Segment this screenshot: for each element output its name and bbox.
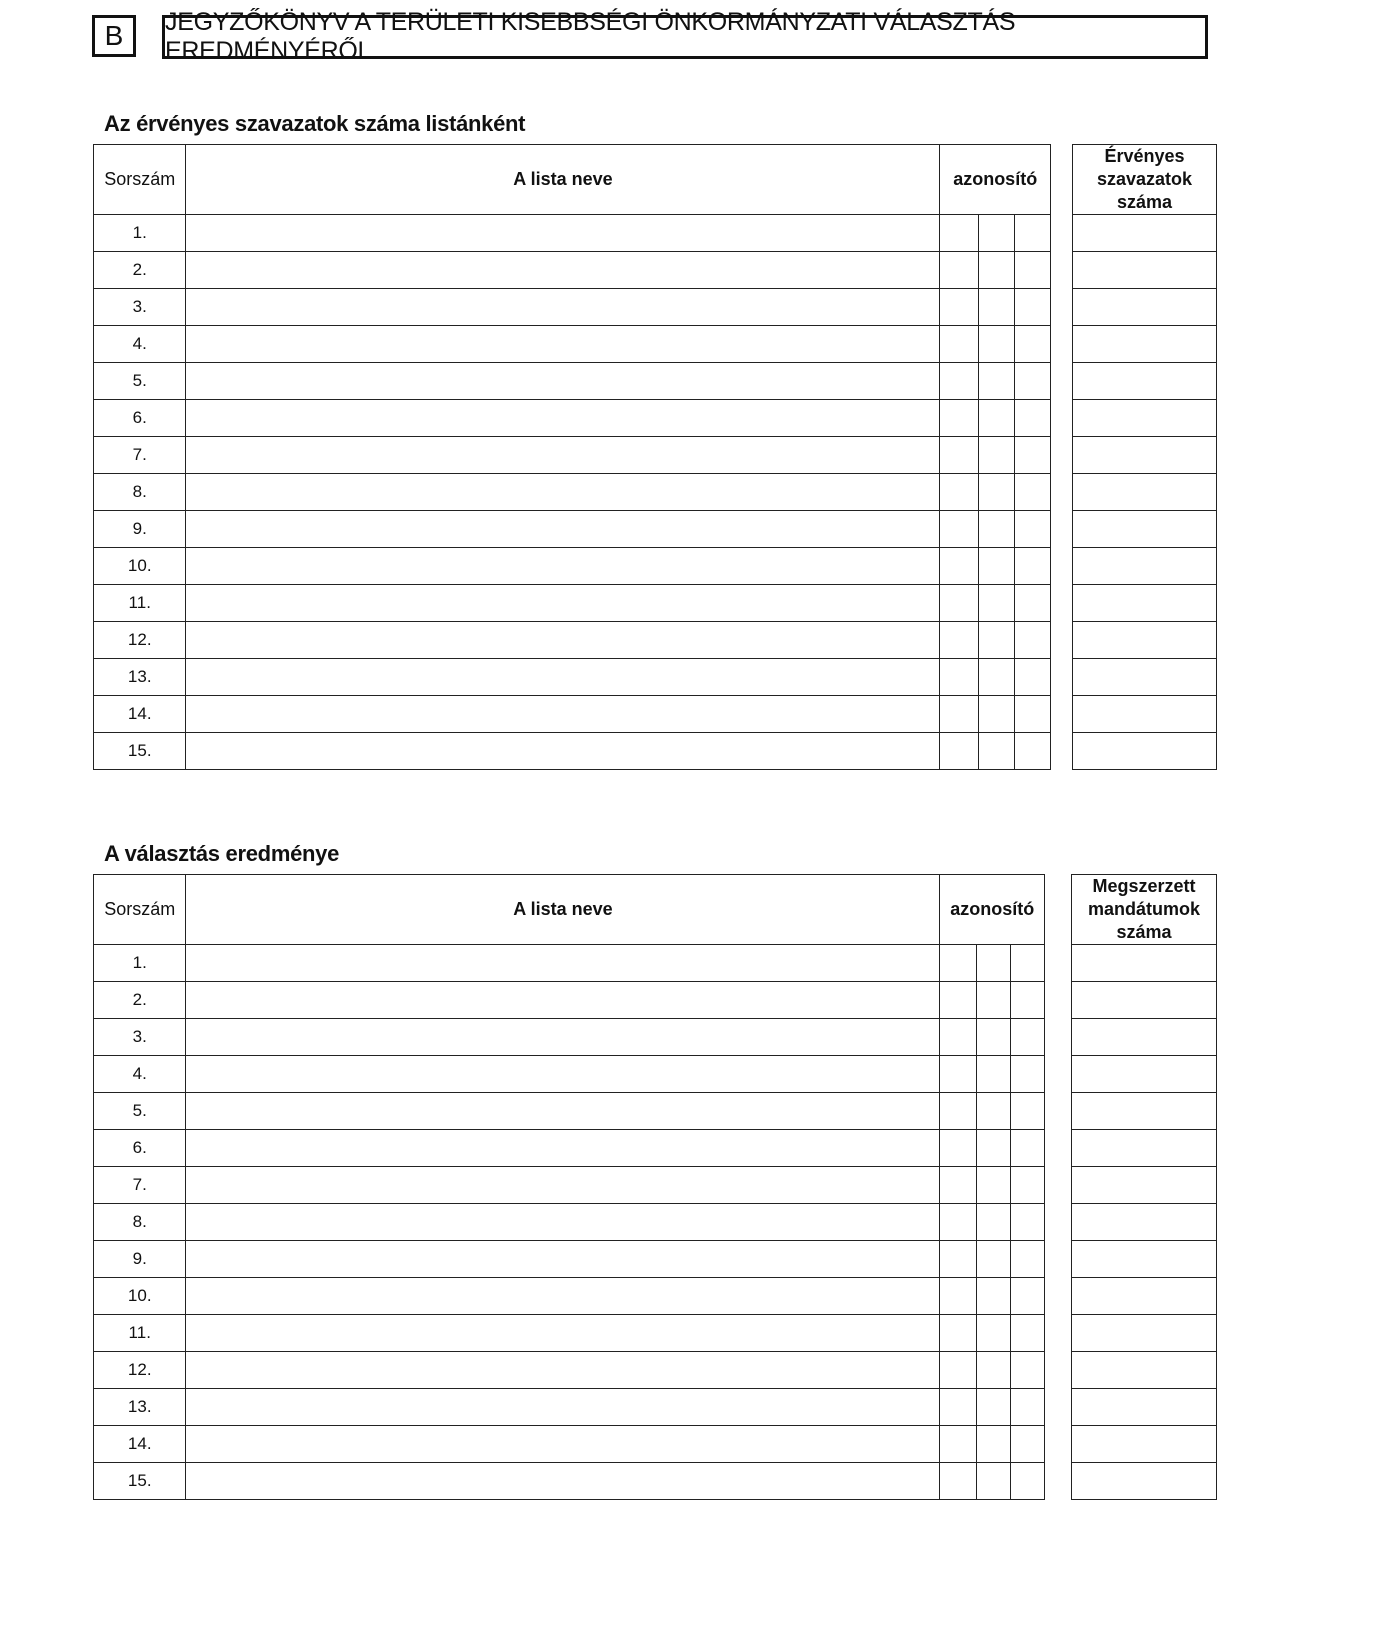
count-cell[interactable]: [1073, 400, 1217, 437]
id-digit-cell[interactable]: [1010, 1315, 1044, 1352]
row-number: 9.: [94, 1241, 186, 1278]
id-digit-cell[interactable]: [940, 585, 978, 622]
list-name-cell[interactable]: [186, 1056, 940, 1093]
id-digit-cell[interactable]: [940, 1167, 976, 1204]
table-row: [1072, 1204, 1217, 1241]
id-digit-cell[interactable]: [978, 363, 1014, 400]
id-digit-cell[interactable]: [1010, 1204, 1044, 1241]
table-header-row: [94, 875, 1045, 945]
col-azonosito-header: azonosító: [940, 145, 1051, 215]
table-row: [1073, 215, 1217, 252]
id-digit-cell[interactable]: [1010, 1389, 1044, 1426]
row-number: 15.: [94, 1463, 186, 1500]
count-cell[interactable]: [1072, 1352, 1217, 1389]
list-name-cell[interactable]: [186, 1463, 940, 1500]
table-row: [94, 696, 1051, 733]
id-digit-cell[interactable]: [976, 1056, 1010, 1093]
table-row: [94, 1278, 1045, 1315]
side-header-line: száma: [1116, 922, 1172, 942]
count-cell[interactable]: [1073, 548, 1217, 585]
row-number: 5.: [94, 363, 186, 400]
id-digit-cell[interactable]: [976, 1352, 1010, 1389]
id-digit-cell[interactable]: [1014, 437, 1050, 474]
count-cell[interactable]: [1072, 1019, 1217, 1056]
id-digit-cell[interactable]: [1014, 548, 1050, 585]
row-number: 7.: [94, 1167, 186, 1204]
id-digit-cell[interactable]: [940, 622, 978, 659]
list-name-cell[interactable]: [186, 1352, 940, 1389]
table-header-row: [94, 145, 1051, 215]
list-name-cell[interactable]: [186, 511, 940, 548]
table-row: [1073, 326, 1217, 363]
count-cell[interactable]: [1072, 1278, 1217, 1315]
count-cell[interactable]: [1073, 326, 1217, 363]
list-name-cell[interactable]: [186, 696, 940, 733]
list-name-cell[interactable]: [186, 1389, 940, 1426]
id-digit-cell[interactable]: [940, 252, 978, 289]
id-digit-cell[interactable]: [976, 1130, 1010, 1167]
count-cell[interactable]: [1072, 1241, 1217, 1278]
count-cell[interactable]: [1073, 622, 1217, 659]
id-digit-cell[interactable]: [1014, 289, 1050, 326]
table-row: [1072, 945, 1217, 982]
table-row: [94, 982, 1045, 1019]
row-number: 3.: [94, 289, 186, 326]
table-row: [1072, 1278, 1217, 1315]
id-digit-cell[interactable]: [978, 215, 1014, 252]
id-digit-cell[interactable]: [978, 659, 1014, 696]
table-row: [94, 1204, 1045, 1241]
id-digit-cell[interactable]: [1014, 696, 1050, 733]
id-digit-cell[interactable]: [976, 1389, 1010, 1426]
row-number: 14.: [94, 1426, 186, 1463]
table-row: [94, 945, 1045, 982]
id-digit-cell[interactable]: [1014, 252, 1050, 289]
table-row: [94, 733, 1051, 770]
count-cell[interactable]: [1073, 585, 1217, 622]
table-row: [94, 1389, 1045, 1426]
row-number: 1.: [94, 215, 186, 252]
list-name-cell[interactable]: [186, 659, 940, 696]
table-row: [1073, 474, 1217, 511]
side-header-row: [1072, 875, 1217, 945]
section1-title: Az érvényes szavazatok száma listánként: [104, 111, 526, 136]
table-row: [94, 1056, 1045, 1093]
table-row: [1072, 1241, 1217, 1278]
table-row: [1073, 363, 1217, 400]
side-header-line: Megszerzett: [1092, 876, 1196, 896]
id-digit-cell[interactable]: [940, 474, 978, 511]
id-digit-cell[interactable]: [940, 289, 978, 326]
table-row: [1072, 1463, 1217, 1500]
col-azonosito-header: azonosító: [940, 875, 1045, 945]
table-row: [1073, 252, 1217, 289]
table-row: [1072, 1019, 1217, 1056]
id-digit-cell[interactable]: [978, 511, 1014, 548]
id-digit-cell[interactable]: [1014, 659, 1050, 696]
count-cell[interactable]: [1072, 982, 1217, 1019]
id-digit-cell[interactable]: [1010, 1093, 1044, 1130]
valid-votes-count-table: [1072, 144, 1217, 770]
row-number: 6.: [94, 1130, 186, 1167]
id-digit-cell[interactable]: [1010, 1352, 1044, 1389]
row-number: 4.: [94, 326, 186, 363]
table-row: [94, 1167, 1045, 1204]
count-cell[interactable]: [1073, 289, 1217, 326]
id-digit-cell[interactable]: [1014, 400, 1050, 437]
id-digit-cell[interactable]: [978, 437, 1014, 474]
list-name-cell[interactable]: [186, 622, 940, 659]
count-cell[interactable]: [1072, 1315, 1217, 1352]
id-digit-cell[interactable]: [940, 215, 978, 252]
id-digit-cell[interactable]: [976, 1315, 1010, 1352]
row-number: 4.: [94, 1056, 186, 1093]
list-name-cell[interactable]: [186, 215, 940, 252]
id-digit-cell[interactable]: [978, 585, 1014, 622]
id-digit-cell[interactable]: [978, 289, 1014, 326]
form-title-box: [162, 8, 1208, 65]
row-number: 9.: [94, 511, 186, 548]
id-digit-cell[interactable]: [978, 252, 1014, 289]
id-digit-cell[interactable]: [976, 1019, 1010, 1056]
col-list-name-header: A lista neve: [186, 875, 940, 945]
id-digit-cell[interactable]: [1010, 1019, 1044, 1056]
table-row: [94, 252, 1051, 289]
row-number: 13.: [94, 659, 186, 696]
id-digit-cell[interactable]: [940, 1426, 976, 1463]
list-name-cell[interactable]: [186, 1019, 940, 1056]
side-header-row: [1073, 145, 1217, 215]
table-row: [1072, 1130, 1217, 1167]
id-digit-cell[interactable]: [978, 733, 1014, 770]
id-digit-cell[interactable]: [976, 1167, 1010, 1204]
id-digit-cell[interactable]: [940, 1389, 976, 1426]
election-result-table: [93, 874, 1045, 1500]
id-digit-cell[interactable]: [1014, 326, 1050, 363]
id-digit-cell[interactable]: [1010, 1426, 1044, 1463]
count-cell[interactable]: [1072, 1056, 1217, 1093]
id-digit-cell[interactable]: [978, 622, 1014, 659]
list-name-cell[interactable]: [186, 326, 940, 363]
id-digit-cell[interactable]: [940, 437, 978, 474]
id-digit-cell[interactable]: [1014, 733, 1050, 770]
list-name-cell[interactable]: [186, 289, 940, 326]
row-number: 13.: [94, 1389, 186, 1426]
id-digit-cell[interactable]: [1014, 622, 1050, 659]
list-name-cell[interactable]: [186, 1130, 940, 1167]
id-digit-cell[interactable]: [978, 326, 1014, 363]
count-cell[interactable]: [1072, 945, 1217, 982]
col-valid-votes-header: [1073, 145, 1217, 215]
list-name-cell[interactable]: [186, 1315, 940, 1352]
mandates-count-table: [1071, 874, 1217, 1500]
id-digit-cell[interactable]: [978, 548, 1014, 585]
table-row: [1072, 1093, 1217, 1130]
id-digit-cell[interactable]: [978, 474, 1014, 511]
count-cell[interactable]: [1072, 1204, 1217, 1241]
id-digit-cell[interactable]: [1014, 215, 1050, 252]
count-cell[interactable]: [1072, 1167, 1217, 1204]
id-digit-cell[interactable]: [1010, 1056, 1044, 1093]
id-digit-cell[interactable]: [976, 1278, 1010, 1315]
id-digit-cell[interactable]: [940, 1241, 976, 1278]
count-cell[interactable]: [1073, 659, 1217, 696]
table-row: [94, 1019, 1045, 1056]
table-row: [94, 326, 1051, 363]
table-row: [1072, 1167, 1217, 1204]
id-digit-cell[interactable]: [940, 659, 978, 696]
table-row: [1072, 982, 1217, 1019]
id-digit-cell[interactable]: [940, 548, 978, 585]
id-digit-cell[interactable]: [940, 733, 978, 770]
count-cell[interactable]: [1073, 511, 1217, 548]
id-digit-cell[interactable]: [1010, 982, 1044, 1019]
table-row: [1073, 622, 1217, 659]
table-row: [1072, 1389, 1217, 1426]
count-cell[interactable]: [1073, 733, 1217, 770]
table-row: [1072, 1426, 1217, 1463]
id-digit-cell[interactable]: [940, 696, 978, 733]
id-digit-cell[interactable]: [976, 1204, 1010, 1241]
id-digit-cell[interactable]: [940, 1130, 976, 1167]
id-digit-cell[interactable]: [976, 1426, 1010, 1463]
table-row: [1073, 548, 1217, 585]
id-digit-cell[interactable]: [940, 982, 976, 1019]
table-row: [94, 400, 1051, 437]
id-digit-cell[interactable]: [1014, 585, 1050, 622]
id-digit-cell[interactable]: [976, 1093, 1010, 1130]
count-cell[interactable]: [1072, 1093, 1217, 1130]
row-number: 7.: [94, 437, 186, 474]
list-name-cell[interactable]: [186, 982, 940, 1019]
table-row: [1072, 1315, 1217, 1352]
list-name-cell[interactable]: [186, 437, 940, 474]
side-header-line: száma: [1116, 192, 1173, 212]
id-digit-cell[interactable]: [940, 511, 978, 548]
count-cell[interactable]: [1073, 696, 1217, 733]
id-digit-cell[interactable]: [940, 1315, 976, 1352]
row-number: 12.: [94, 622, 186, 659]
col-mandates-header: [1072, 875, 1217, 945]
table-row: [94, 437, 1051, 474]
id-digit-cell[interactable]: [1010, 1130, 1044, 1167]
list-name-cell[interactable]: [186, 363, 940, 400]
count-cell[interactable]: [1073, 474, 1217, 511]
list-name-cell[interactable]: [186, 1167, 940, 1204]
count-cell[interactable]: [1072, 1426, 1217, 1463]
id-digit-cell[interactable]: [940, 400, 978, 437]
id-digit-cell[interactable]: [976, 1463, 1010, 1500]
id-digit-cell[interactable]: [1014, 363, 1050, 400]
table-row: [1073, 659, 1217, 696]
list-name-cell[interactable]: [186, 474, 940, 511]
id-digit-cell[interactable]: [1010, 1278, 1044, 1315]
row-number: 12.: [94, 1352, 186, 1389]
id-digit-cell[interactable]: [940, 1019, 976, 1056]
list-name-cell[interactable]: [186, 1241, 940, 1278]
table-row: [94, 1352, 1045, 1389]
table-row: [1073, 585, 1217, 622]
list-name-cell[interactable]: [186, 733, 940, 770]
count-cell[interactable]: [1072, 1463, 1217, 1500]
table-row: [94, 585, 1051, 622]
id-digit-cell[interactable]: [940, 1463, 976, 1500]
table-row: [1072, 1352, 1217, 1389]
table-row: [94, 363, 1051, 400]
id-digit-cell[interactable]: [1014, 511, 1050, 548]
id-digit-cell[interactable]: [978, 400, 1014, 437]
count-cell[interactable]: [1073, 363, 1217, 400]
row-number: 2.: [94, 252, 186, 289]
valid-votes-table: [93, 144, 1051, 770]
table-row: [94, 659, 1051, 696]
id-digit-cell[interactable]: [940, 945, 976, 982]
table-row: [94, 1426, 1045, 1463]
list-name-cell[interactable]: [186, 585, 940, 622]
table-row: [1073, 289, 1217, 326]
row-number: 2.: [94, 982, 186, 1019]
id-digit-cell[interactable]: [940, 1093, 976, 1130]
count-cell[interactable]: [1072, 1130, 1217, 1167]
form-letter: B: [104, 20, 124, 51]
id-digit-cell[interactable]: [976, 982, 1010, 1019]
count-cell[interactable]: [1072, 1389, 1217, 1426]
id-digit-cell[interactable]: [1010, 945, 1044, 982]
table-row: [94, 1315, 1045, 1352]
table-row: [94, 289, 1051, 326]
id-digit-cell[interactable]: [1014, 474, 1050, 511]
list-name-cell[interactable]: [186, 945, 940, 982]
row-number: 10.: [94, 548, 186, 585]
id-digit-cell[interactable]: [976, 945, 1010, 982]
id-digit-cell[interactable]: [940, 363, 978, 400]
row-number: 1.: [94, 945, 186, 982]
count-cell[interactable]: [1073, 215, 1217, 252]
list-name-cell[interactable]: [186, 1204, 940, 1241]
id-digit-cell[interactable]: [1010, 1167, 1044, 1204]
id-digit-cell[interactable]: [940, 1352, 976, 1389]
table-row: [1073, 400, 1217, 437]
list-name-cell[interactable]: [186, 252, 940, 289]
list-name-cell[interactable]: [186, 1093, 940, 1130]
row-number: 15.: [94, 733, 186, 770]
id-digit-cell[interactable]: [940, 326, 978, 363]
row-number: 8.: [94, 474, 186, 511]
list-name-cell[interactable]: [186, 400, 940, 437]
id-digit-cell[interactable]: [978, 696, 1014, 733]
table-row: [1073, 733, 1217, 770]
count-cell[interactable]: [1073, 252, 1217, 289]
id-digit-cell[interactable]: [940, 1278, 976, 1315]
side-header-line: szavazatok: [1096, 169, 1193, 189]
row-number: 5.: [94, 1093, 186, 1130]
row-number: 11.: [94, 1315, 186, 1352]
table-row: [94, 215, 1051, 252]
list-name-cell[interactable]: [186, 1278, 940, 1315]
row-number: 10.: [94, 1278, 186, 1315]
table-row: [94, 622, 1051, 659]
side-header-line: mandátumok: [1087, 899, 1201, 919]
id-digit-cell[interactable]: [1010, 1463, 1044, 1500]
side-header-line: Érvényes: [1104, 146, 1185, 166]
table-row: [94, 1463, 1045, 1500]
table-row: [94, 1093, 1045, 1130]
table-row: [1073, 437, 1217, 474]
row-number: 8.: [94, 1204, 186, 1241]
table-row: [94, 474, 1051, 511]
col-sorszam-header: Sorszám: [94, 875, 186, 945]
row-number: 11.: [94, 585, 186, 622]
col-list-name-header: A lista neve: [186, 145, 940, 215]
table-row: [1073, 511, 1217, 548]
form-letter-box: [92, 15, 136, 57]
list-name-cell[interactable]: [186, 1426, 940, 1463]
id-digit-cell[interactable]: [976, 1241, 1010, 1278]
row-number: 6.: [94, 400, 186, 437]
count-cell[interactable]: [1073, 437, 1217, 474]
row-number: 3.: [94, 1019, 186, 1056]
row-number: 14.: [94, 696, 186, 733]
table-row: [94, 1241, 1045, 1278]
table-row: [1073, 696, 1217, 733]
col-sorszam-header: Sorszám: [94, 145, 186, 215]
id-digit-cell[interactable]: [940, 1204, 976, 1241]
table-row: [94, 548, 1051, 585]
list-name-cell[interactable]: [186, 548, 940, 585]
form-title: JEGYZŐKÖNYV A TERÜLETI KISEBBSÉGI ÖNKORMÁNYZATI VÁLASZTÁS EREDMÉNYÉRŐL: [165, 8, 1016, 65]
table-row: [94, 511, 1051, 548]
id-digit-cell[interactable]: [1010, 1241, 1044, 1278]
table-row: [94, 1130, 1045, 1167]
table-row: [1072, 1056, 1217, 1093]
id-digit-cell[interactable]: [940, 1056, 976, 1093]
section2-title: A választás eredménye: [104, 841, 340, 866]
